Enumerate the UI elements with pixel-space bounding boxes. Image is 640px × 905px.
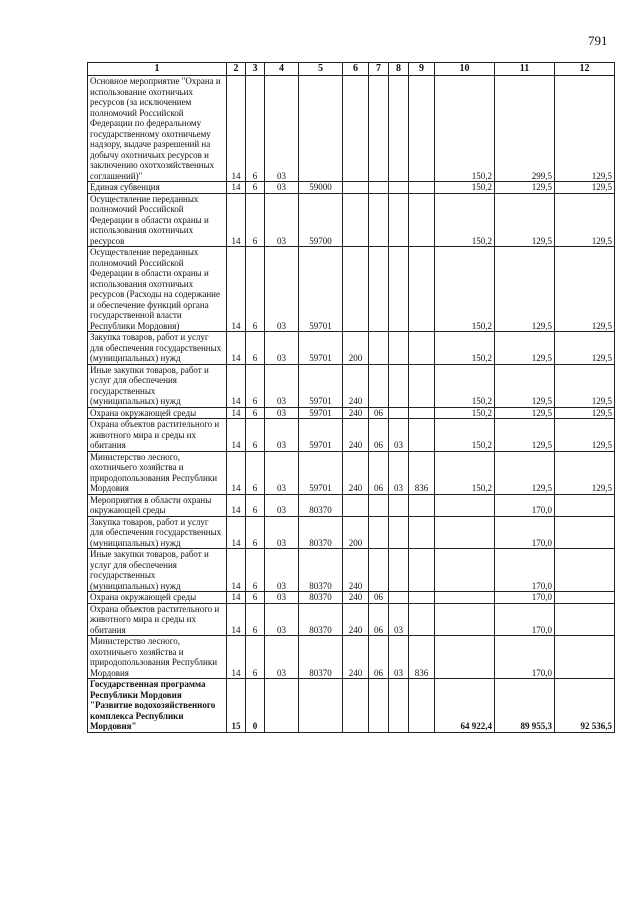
row-cell-2: 14 xyxy=(227,549,246,592)
row-description: Основное мероприятие "Охрана и использование охотничьих ресурсов (за исключением полномочий Российской Федерации по федеральному государственному охотничьему надзору, выдаче разрешений на добычу охотничьих ресурсов и заключению охотхозяйственных соглашений)" xyxy=(88,76,227,182)
row-cell-4: 03 xyxy=(265,603,299,636)
column-header: 1 xyxy=(88,63,227,76)
row-cell-7: 06 xyxy=(369,592,389,604)
row-cell-12 xyxy=(555,603,615,636)
row-cell-10: 150,2 xyxy=(435,419,495,452)
row-cell-7 xyxy=(369,332,389,365)
row-cell-4: 03 xyxy=(265,516,299,549)
table-row xyxy=(88,516,615,549)
table-row xyxy=(88,636,615,679)
row-cell-9 xyxy=(409,679,435,733)
table-row xyxy=(88,193,615,247)
row-cell-9: 836 xyxy=(409,451,435,494)
row-cell-10 xyxy=(435,592,495,604)
row-cell-7 xyxy=(369,364,389,407)
row-cell-3: 6 xyxy=(246,419,265,452)
row-cell-12: 129,5 xyxy=(555,182,615,194)
row-cell-4: 03 xyxy=(265,247,299,332)
row-cell-3: 6 xyxy=(246,636,265,679)
column-header: 6 xyxy=(343,63,369,76)
row-cell-7 xyxy=(369,247,389,332)
table-row xyxy=(88,364,615,407)
table-row xyxy=(88,407,615,419)
row-cell-5: 80370 xyxy=(299,516,343,549)
row-cell-9 xyxy=(409,603,435,636)
row-cell-11: 170,0 xyxy=(495,592,555,604)
row-cell-5: 59701 xyxy=(299,407,343,419)
row-cell-2: 14 xyxy=(227,451,246,494)
row-cell-10: 150,2 xyxy=(435,193,495,247)
row-cell-5: 80370 xyxy=(299,636,343,679)
row-cell-7 xyxy=(369,76,389,182)
column-header: 7 xyxy=(369,63,389,76)
row-cell-9: 836 xyxy=(409,636,435,679)
row-description: Министерство лесного, охотничьего хозяйства и природопользования Республики Мордовия xyxy=(88,636,227,679)
row-cell-8: 03 xyxy=(389,603,409,636)
row-cell-8: 03 xyxy=(389,636,409,679)
row-cell-11: 129,5 xyxy=(495,332,555,365)
row-cell-5: 59701 xyxy=(299,419,343,452)
row-cell-3: 6 xyxy=(246,182,265,194)
row-cell-12 xyxy=(555,592,615,604)
row-description: Осуществление переданных полномочий Российской Федерации в области охраны и использования охотничьих ресурсов xyxy=(88,193,227,247)
row-cell-9 xyxy=(409,549,435,592)
row-cell-6 xyxy=(343,679,369,733)
row-cell-10: 150,2 xyxy=(435,407,495,419)
row-cell-11: 170,0 xyxy=(495,494,555,516)
row-cell-5: 59701 xyxy=(299,247,343,332)
row-cell-9 xyxy=(409,247,435,332)
row-description: Охрана объектов растительного и животного мира и среды их обитания xyxy=(88,419,227,452)
row-cell-2: 14 xyxy=(227,193,246,247)
row-cell-8 xyxy=(389,407,409,419)
row-cell-10: 150,2 xyxy=(435,451,495,494)
budget-table xyxy=(87,62,615,733)
column-header: 10 xyxy=(435,63,495,76)
row-description: Мероприятия в области охраны окружающей среды xyxy=(88,494,227,516)
row-cell-4: 03 xyxy=(265,451,299,494)
row-cell-6: 200 xyxy=(343,516,369,549)
row-cell-8 xyxy=(389,193,409,247)
row-cell-2: 14 xyxy=(227,76,246,182)
row-cell-2: 14 xyxy=(227,636,246,679)
row-cell-2: 14 xyxy=(227,592,246,604)
row-cell-7 xyxy=(369,516,389,549)
table-row xyxy=(88,549,615,592)
table-row xyxy=(88,419,615,452)
row-description: Государственная программа Республики Мордовия "Развитие водохозяйственного комплекса Республики Мордовия" xyxy=(88,679,227,733)
row-cell-9 xyxy=(409,419,435,452)
row-cell-4: 03 xyxy=(265,494,299,516)
row-cell-2: 14 xyxy=(227,364,246,407)
row-cell-5: 80370 xyxy=(299,494,343,516)
row-cell-6 xyxy=(343,494,369,516)
row-cell-6 xyxy=(343,182,369,194)
row-cell-8 xyxy=(389,516,409,549)
table-row xyxy=(88,247,615,332)
row-cell-11: 89 955,3 xyxy=(495,679,555,733)
row-cell-6: 240 xyxy=(343,407,369,419)
row-cell-7: 06 xyxy=(369,451,389,494)
row-cell-11: 129,5 xyxy=(495,364,555,407)
row-cell-8 xyxy=(389,679,409,733)
header-row xyxy=(88,63,615,76)
row-cell-2: 14 xyxy=(227,182,246,194)
row-cell-2: 14 xyxy=(227,419,246,452)
row-cell-3: 6 xyxy=(246,247,265,332)
row-cell-3: 6 xyxy=(246,193,265,247)
row-cell-11: 129,5 xyxy=(495,182,555,194)
row-cell-11: 129,5 xyxy=(495,419,555,452)
row-cell-9 xyxy=(409,182,435,194)
row-cell-4: 03 xyxy=(265,419,299,452)
row-cell-9 xyxy=(409,407,435,419)
row-cell-11: 299,5 xyxy=(495,76,555,182)
row-cell-6: 240 xyxy=(343,419,369,452)
row-cell-7: 06 xyxy=(369,419,389,452)
row-cell-12 xyxy=(555,636,615,679)
row-cell-10: 150,2 xyxy=(435,364,495,407)
row-cell-12: 129,5 xyxy=(555,407,615,419)
row-cell-6 xyxy=(343,193,369,247)
row-cell-6: 240 xyxy=(343,364,369,407)
column-header: 9 xyxy=(409,63,435,76)
row-cell-8: 03 xyxy=(389,419,409,452)
row-cell-7 xyxy=(369,182,389,194)
row-cell-8 xyxy=(389,182,409,194)
row-cell-11: 129,5 xyxy=(495,451,555,494)
row-cell-4: 03 xyxy=(265,182,299,194)
row-cell-9 xyxy=(409,332,435,365)
row-cell-6: 240 xyxy=(343,549,369,592)
table-row xyxy=(88,76,615,182)
row-cell-2: 14 xyxy=(227,332,246,365)
row-cell-5 xyxy=(299,76,343,182)
row-cell-7: 06 xyxy=(369,636,389,679)
row-cell-11: 129,5 xyxy=(495,247,555,332)
row-cell-8 xyxy=(389,332,409,365)
row-cell-3: 0 xyxy=(246,679,265,733)
row-cell-3: 6 xyxy=(246,76,265,182)
table-row xyxy=(88,451,615,494)
page-number: 791 xyxy=(588,33,608,48)
row-cell-9 xyxy=(409,494,435,516)
row-cell-9 xyxy=(409,193,435,247)
row-cell-7: 06 xyxy=(369,603,389,636)
row-cell-3: 6 xyxy=(246,494,265,516)
row-cell-12 xyxy=(555,516,615,549)
row-cell-2: 14 xyxy=(227,407,246,419)
row-cell-5: 59701 xyxy=(299,332,343,365)
row-description: Закупка товаров, работ и услуг для обеспечения государственных (муниципальных) нужд xyxy=(88,332,227,365)
row-cell-5 xyxy=(299,679,343,733)
row-cell-2: 14 xyxy=(227,603,246,636)
row-description: Охрана окружающей среды xyxy=(88,592,227,604)
row-cell-12: 129,5 xyxy=(555,76,615,182)
table-row xyxy=(88,332,615,365)
row-cell-4 xyxy=(265,679,299,733)
row-cell-11: 170,0 xyxy=(495,603,555,636)
row-cell-5: 59700 xyxy=(299,193,343,247)
column-header: 5 xyxy=(299,63,343,76)
row-cell-9 xyxy=(409,76,435,182)
row-description: Закупка товаров, работ и услуг для обеспечения государственных (муниципальных) нужд xyxy=(88,516,227,549)
row-cell-5: 80370 xyxy=(299,549,343,592)
row-cell-12: 92 536,5 xyxy=(555,679,615,733)
row-cell-4: 03 xyxy=(265,364,299,407)
row-cell-9 xyxy=(409,516,435,549)
row-cell-12: 129,5 xyxy=(555,332,615,365)
row-cell-2: 14 xyxy=(227,516,246,549)
row-cell-12 xyxy=(555,549,615,592)
row-cell-2: 14 xyxy=(227,247,246,332)
row-cell-12: 129,5 xyxy=(555,419,615,452)
row-cell-6: 240 xyxy=(343,603,369,636)
row-cell-11: 170,0 xyxy=(495,636,555,679)
row-cell-10: 150,2 xyxy=(435,247,495,332)
row-cell-5: 80370 xyxy=(299,603,343,636)
row-cell-3: 6 xyxy=(246,592,265,604)
row-description: Министерство лесного, охотничьего хозяйства и природопользования Республики Мордовия xyxy=(88,451,227,494)
row-cell-10: 150,2 xyxy=(435,76,495,182)
row-cell-6 xyxy=(343,247,369,332)
row-cell-10 xyxy=(435,636,495,679)
row-cell-3: 6 xyxy=(246,364,265,407)
table-row xyxy=(88,182,615,194)
row-cell-10: 64 922,4 xyxy=(435,679,495,733)
row-cell-8 xyxy=(389,76,409,182)
row-description: Иные закупки товаров, работ и услуг для обеспечения государственных (муниципальных) нужд xyxy=(88,364,227,407)
row-cell-12: 129,5 xyxy=(555,451,615,494)
row-cell-6 xyxy=(343,76,369,182)
row-cell-11: 170,0 xyxy=(495,516,555,549)
row-cell-7: 06 xyxy=(369,407,389,419)
row-description: Охрана объектов растительного и животного мира и среды их обитания xyxy=(88,603,227,636)
row-cell-10 xyxy=(435,549,495,592)
row-cell-6: 240 xyxy=(343,592,369,604)
row-cell-9 xyxy=(409,592,435,604)
row-description: Осуществление переданных полномочий Российской Федерации в области охраны и использования охотничьих ресурсов (Расходы на содержание и обеспечение функций органа государственной власти Республики Мордовия) xyxy=(88,247,227,332)
row-description: Иные закупки товаров, работ и услуг для обеспечения государственных (муниципальных) нужд xyxy=(88,549,227,592)
row-cell-2: 14 xyxy=(227,494,246,516)
column-header: 3 xyxy=(246,63,265,76)
row-cell-10: 150,2 xyxy=(435,332,495,365)
row-cell-12: 129,5 xyxy=(555,247,615,332)
row-description: Единая субвенция xyxy=(88,182,227,194)
row-cell-8 xyxy=(389,247,409,332)
row-cell-3: 6 xyxy=(246,332,265,365)
row-cell-8 xyxy=(389,494,409,516)
row-cell-7 xyxy=(369,193,389,247)
column-header: 11 xyxy=(495,63,555,76)
row-cell-5: 59000 xyxy=(299,182,343,194)
row-cell-12: 129,5 xyxy=(555,193,615,247)
row-cell-8 xyxy=(389,549,409,592)
row-cell-7 xyxy=(369,549,389,592)
row-cell-4: 03 xyxy=(265,592,299,604)
row-cell-3: 6 xyxy=(246,407,265,419)
row-cell-4: 03 xyxy=(265,636,299,679)
table-body xyxy=(88,76,615,733)
table-row xyxy=(88,494,615,516)
row-cell-5: 80370 xyxy=(299,592,343,604)
row-cell-9 xyxy=(409,364,435,407)
column-header: 8 xyxy=(389,63,409,76)
row-cell-6: 240 xyxy=(343,451,369,494)
row-description: Охрана окружающей среды xyxy=(88,407,227,419)
row-cell-8 xyxy=(389,364,409,407)
table-row xyxy=(88,603,615,636)
row-cell-5: 59701 xyxy=(299,451,343,494)
row-cell-10 xyxy=(435,603,495,636)
row-cell-8: 03 xyxy=(389,451,409,494)
row-cell-3: 6 xyxy=(246,451,265,494)
row-cell-4: 03 xyxy=(265,193,299,247)
column-header: 4 xyxy=(265,63,299,76)
row-cell-7 xyxy=(369,679,389,733)
row-cell-5: 59701 xyxy=(299,364,343,407)
row-cell-11: 170,0 xyxy=(495,549,555,592)
table-row xyxy=(88,592,615,604)
row-cell-3: 6 xyxy=(246,603,265,636)
row-cell-3: 6 xyxy=(246,549,265,592)
row-cell-10 xyxy=(435,516,495,549)
table-row xyxy=(88,679,615,733)
row-cell-4: 03 xyxy=(265,332,299,365)
row-cell-4: 03 xyxy=(265,407,299,419)
column-header: 2 xyxy=(227,63,246,76)
row-cell-7 xyxy=(369,494,389,516)
row-cell-12: 129,5 xyxy=(555,364,615,407)
row-cell-12 xyxy=(555,494,615,516)
row-cell-6: 240 xyxy=(343,636,369,679)
column-header: 12 xyxy=(555,63,615,76)
row-cell-10: 150,2 xyxy=(435,182,495,194)
row-cell-8 xyxy=(389,592,409,604)
row-cell-10 xyxy=(435,494,495,516)
row-cell-3: 6 xyxy=(246,516,265,549)
row-cell-11: 129,5 xyxy=(495,193,555,247)
row-cell-6: 200 xyxy=(343,332,369,365)
row-cell-4: 03 xyxy=(265,549,299,592)
row-cell-11: 129,5 xyxy=(495,407,555,419)
row-cell-4: 03 xyxy=(265,76,299,182)
row-cell-2: 15 xyxy=(227,679,246,733)
